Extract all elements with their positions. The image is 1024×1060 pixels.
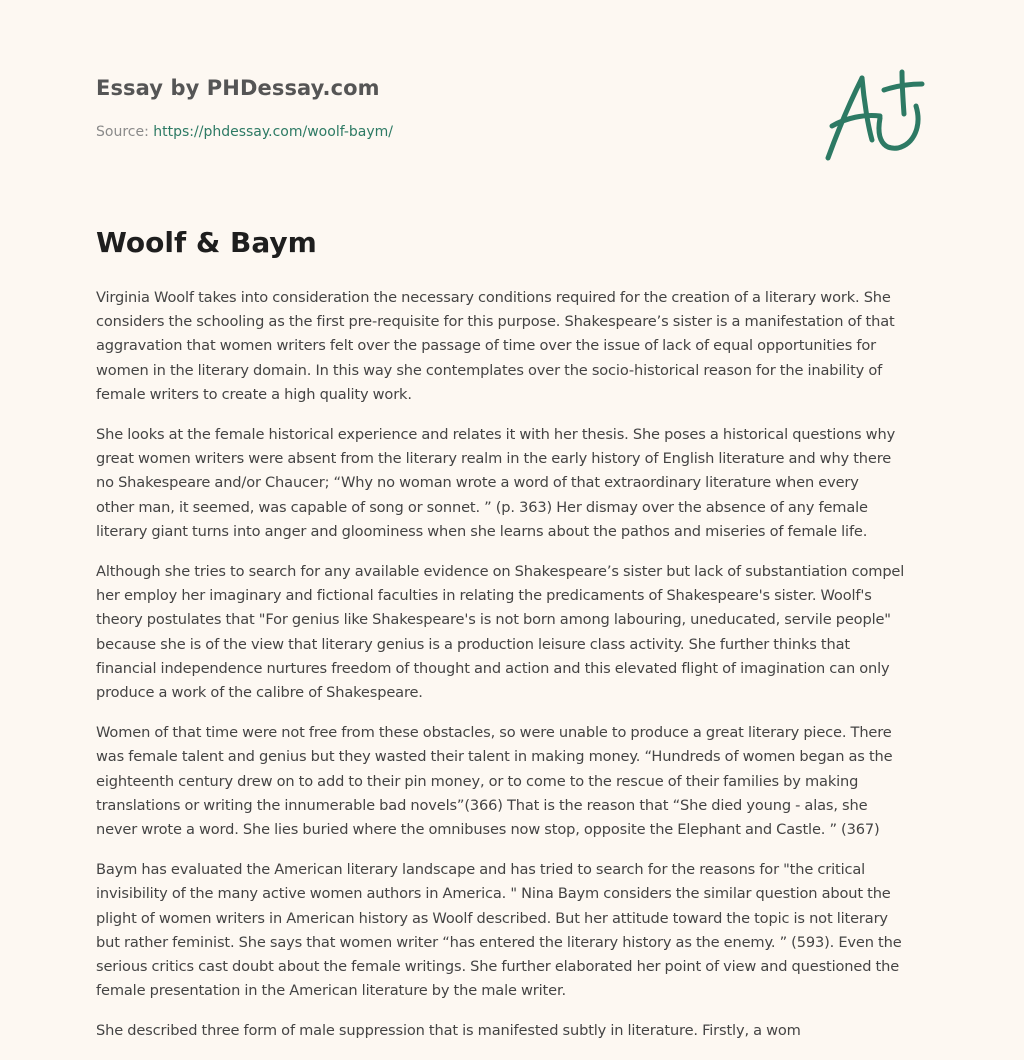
essay-paragraph: [96, 858, 932, 1003]
site-brand: Essay by PHDessay.com: [96, 76, 380, 100]
text-line: invisibility of the many active women authors in America. " Nina Baym considers the similar question about the: [96, 885, 891, 903]
essay-paragraph: [96, 423, 932, 544]
essay-paragraph: [96, 560, 932, 705]
text-line: eighteenth century drew on to add to their pin money, or to come to the rescue of their families by making: [96, 772, 859, 790]
text-line: translations or writing the innumerable bad novels”(366) That is the reason that “She died young - alas, she: [96, 796, 868, 814]
text-line: women in the literary domain. In this way she contemplates over the socio-historical reason for the inability of: [96, 361, 883, 379]
text-line: other man, it seemed, was capable of song or sonnet. ” (p. 363) Her dismay over the absence of any female: [96, 498, 868, 516]
text-line: female writers to create a high quality work.: [96, 385, 412, 403]
text-line: never wrote a word. She lies buried where the omnibuses now stop, opposite the Elephant and Castle. ” (367): [96, 821, 880, 839]
essay-body: [96, 286, 932, 1060]
text-line: plight of women writers in American history as Woolf described. But her attitude toward the topic is not literary: [96, 909, 888, 927]
text-line: aggravation that women writers felt over the passage of time over the issue of lack of equal opportunities for: [96, 337, 876, 355]
text-line: She described three form of male suppression that is manifested subtly in literature. Firstly, a wom: [96, 1022, 801, 1040]
text-line: because she is of the view that literary genius is a production leisure class activity. She further thinks that: [96, 635, 850, 653]
text-line: her employ her imaginary and fictional faculties in relating the predicaments of Shakespeare's sister. Woolf's: [96, 587, 872, 605]
a-plus-grade-icon: [818, 66, 930, 166]
text-line: great women writers were absent from the literary realm in the early history of English literature and why there: [96, 450, 892, 468]
text-line: produce a work of the calibre of Shakespeare.: [96, 684, 423, 702]
text-line: serious critics cast doubt about the female writings. She further elaborated her point of view and questioned the: [96, 958, 900, 976]
text-line: no Shakespeare and/or Chaucer; “Why no woman wrote a word of that extraordinary literature when every: [96, 474, 859, 492]
text-line: She looks at the female historical experience and relates it with her thesis. She poses a historical questions why: [96, 426, 896, 444]
essay-title: Woolf & Baym: [96, 226, 317, 259]
text-line: theory postulates that "For genius like Shakespeare's is not born among labouring, uneducated, servile people": [96, 611, 891, 629]
text-line: financial independence nurtures freedom of thought and action and this elevated flight of imagination can only: [96, 659, 890, 677]
text-line: Virginia Woolf takes into consideration the necessary conditions required for the creation of a literary work. She: [96, 289, 891, 306]
text-line: female presentation in the American literature by the male writer.: [96, 982, 566, 1000]
text-line: Although she tries to search for any available evidence on Shakespeare’s sister but lack of substantiation compel: [96, 563, 905, 581]
source-label: Source:: [96, 124, 149, 140]
essay-paragraph: [96, 721, 932, 842]
text-line: but rather feminist. She says that women writer “has entered the literary history as the enemy. ” (593). Even the: [96, 933, 902, 951]
source-line: [96, 124, 393, 140]
text-line: was female talent and genius but they wasted their talent in making money. “Hundreds of women began as the: [96, 748, 893, 766]
source-link[interactable]: https://phdessay.com/woolf-baym/: [153, 124, 394, 140]
text-line: literary giant turns into anger and gloominess when she learns about the pathos and miseries of female life.: [96, 522, 868, 540]
text-line: Baym has evaluated the American literary landscape and has tried to search for the reasons for "the critical: [96, 861, 866, 879]
essay-paragraph: [96, 286, 932, 407]
text-line: considers the schooling as the first pre-requisite for this purpose. Shakespeare’s sister is a manifestation of that: [96, 313, 895, 331]
essay-paragraph: [96, 1019, 932, 1043]
text-line: Women of that time were not free from these obstacles, so were unable to produce a great literary piece. There: [96, 724, 892, 742]
